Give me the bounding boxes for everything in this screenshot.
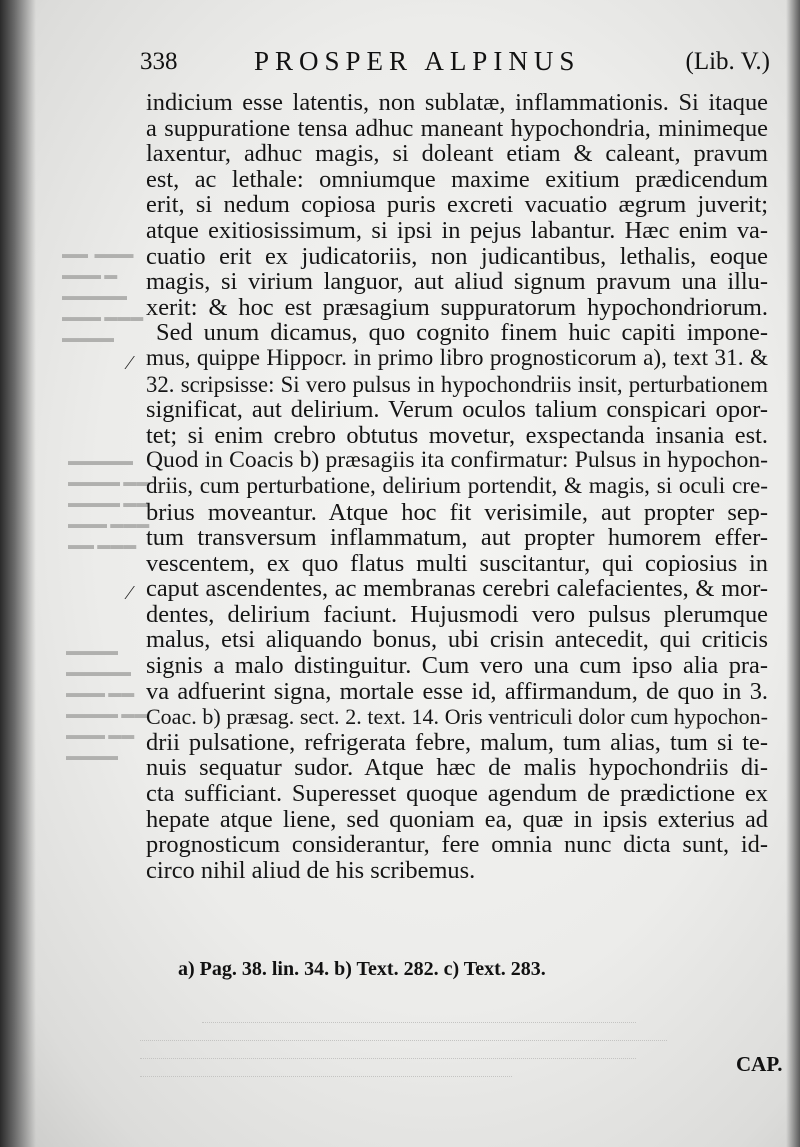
text-line: Sed unum dicamus, quo cognito finem huic capiti impone-	[156, 320, 768, 346]
text-line: dentes, delirium faciunt. Hujusmodi vero pulsus plerumque	[146, 601, 768, 628]
text-line: brius moveantur. Atque hoc fit verisimile, aut propter sep-	[146, 499, 768, 526]
text-line: driis, cum perturbatione, delirium portendit, & magis, si oculi cre-	[146, 473, 768, 499]
binding-shadow-left	[0, 0, 36, 1147]
page-number: 338	[140, 48, 178, 75]
text-line: est, ac lethale: omniumque maxime exitium prædicendum	[146, 166, 768, 193]
text-line: vescentem, ex quo flatus multi suscitantur, qui copiosius in	[146, 550, 768, 577]
text-line: laxentur, adhuc magis, si doleant etiam & caleant, pravum	[146, 141, 768, 167]
footnotes: a) Pag. 38. lin. 34. b) Text. 282. c) Text. 283.	[178, 958, 546, 980]
running-title: PROSPER ALPINUS	[254, 46, 581, 76]
catchword: CAP.	[736, 1052, 783, 1076]
text-line: cta sufficiant. Superesset quoque agendum de prædictione ex	[146, 781, 768, 807]
running-header	[140, 42, 770, 82]
text-line: tum transversum inflammatum, aut propter humorem effer-	[146, 525, 768, 551]
show-through-marginalia: ▬▬▬▬ ▬▬▬▬▬ ▬▬▬ ▬▬ ▬▬▬▬ ▬▬ ▬▬▬ ▬▬ ▬▬▬▬	[66, 643, 148, 763]
text-line: mus, quippe Hippocr. in primo libro prognosticorum a), text 31. &	[146, 345, 768, 371]
book-indicator: (Lib. V.)	[685, 48, 770, 75]
show-through-marginalia: ▬▬ ▬▬▬ ▬▬▬ ▬ ▬▬▬▬▬ ▬▬▬ ▬▬▬ ▬▬▬▬	[62, 246, 144, 345]
page-edge-shadow-right	[786, 0, 800, 1147]
text-line: hepate atque liene, sed quoniam ea, quæ in ipsis exterius ad	[146, 806, 768, 833]
text-line: Coac. b) præsag. sect. 2. text. 14. Oris ventriculi dolor cum hypochon-	[146, 704, 768, 730]
text-line: indicium esse latentis, non sublatæ, inflammationis. Si itaque	[146, 90, 768, 116]
text-line: Quod in Coacis b) præsagiis ita confirmatur: Pulsus in hypochon-	[146, 448, 768, 474]
text-line: cuatio erit ex judicatoriis, non judicantibus, lethalis, eoque	[146, 243, 768, 270]
show-through-marginalia: ▬▬▬▬▬ ▬▬▬▬ ▬▬ ▬▬▬▬ ▬▬ ▬▬▬ ▬▬▬ ▬▬ ▬▬▬	[68, 453, 150, 552]
text-line: atque exitiosissimum, si ipsi in pejus labantur. Hæc enim va-	[146, 217, 768, 244]
text-line: nuis sequatur sudor. Atque hæc de malis hypochondriis di-	[146, 755, 768, 782]
text-line: malus, etsi aliquando bonus, ubi crisin antecedit, qui criticis	[146, 627, 768, 654]
text-line: significat, aut delirium. Verum oculos talium conspicari opor-	[146, 397, 768, 423]
margin-slash-mark: ⁄	[128, 352, 132, 374]
text-line: drii pulsatione, refrigerata febre, malum, tum alias, tum si te-	[146, 729, 768, 756]
text-line: prognosticum considerantur, fere omnia nunc dicta sunt, id-	[146, 832, 768, 858]
main-text-block	[146, 90, 768, 883]
margin-slash-mark: ⁄	[128, 582, 132, 604]
text-line: circo nihil aliud de his scribemus.	[146, 857, 476, 884]
show-through-footnotes	[140, 1005, 760, 1077]
text-line: caput ascendentes, ac membranas cerebri calefacientes, & mor-	[146, 576, 768, 602]
text-line: magis, si virium languor, aut aliud signum pravum una illu-	[146, 269, 768, 295]
text-line: tet; si enim crebro obtutus movetur, exspectanda insania est.	[146, 422, 768, 449]
text-line: 32. scripsisse: Si vero pulsus in hypochondriis insit, perturbationem	[146, 371, 768, 397]
text-line: erit, si nedum copiosa puris excreti vacuatio ægrum juverit;	[146, 192, 768, 218]
text-line: signis a malo distinguitur. Cum vero una cum ipso alia pra-	[146, 653, 768, 679]
text-line: xerit: & hoc est præsagium suppuratorum hypochondriorum.	[146, 294, 768, 321]
text-line: va adfuerint signa, mortale esse id, affirmandum, de quo in 3.	[146, 678, 768, 705]
text-line: a suppuratione tensa adhuc maneant hypochondria, minimeque	[146, 115, 768, 142]
